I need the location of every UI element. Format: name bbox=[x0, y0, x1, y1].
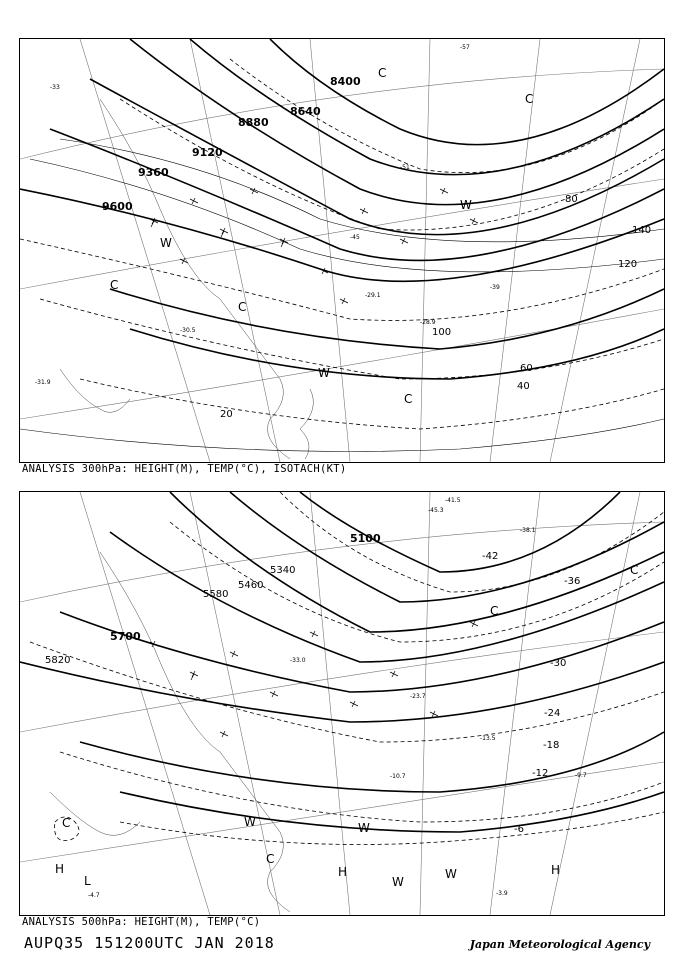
center-marker: H bbox=[551, 863, 561, 877]
center-marker: C bbox=[266, 852, 275, 866]
caption-300hpa: ANALYSIS 300hPa: HEIGHT(M), TEMP(°C), ISOTACH(KT) bbox=[22, 463, 347, 475]
height-label-5340: 5340 bbox=[270, 565, 296, 576]
center-marker: C bbox=[110, 278, 119, 292]
isotach-label-40: 40 bbox=[517, 381, 530, 392]
temp-contours bbox=[30, 492, 664, 845]
temp-label-2: -51 bbox=[400, 164, 410, 171]
center-marker: L bbox=[84, 874, 91, 888]
chart-code: AUPQ35 151200UTC JAN 2018 bbox=[24, 934, 275, 952]
temp-label-3: -45 bbox=[350, 234, 360, 241]
center-marker: W bbox=[358, 821, 370, 835]
graticule bbox=[20, 39, 664, 462]
center-marker: C bbox=[378, 66, 387, 80]
obs-value: -33.0 bbox=[290, 657, 306, 664]
center-marker: W bbox=[445, 867, 457, 881]
temp-label-minus36: -36 bbox=[564, 576, 581, 587]
temp-label-minus42: -42 bbox=[482, 551, 499, 562]
map-300hpa-canvas bbox=[20, 39, 664, 462]
temp-label-9: -31.9 bbox=[35, 379, 51, 386]
center-marker: W bbox=[318, 366, 330, 380]
height-label-9120: 9120 bbox=[192, 146, 223, 159]
height-label-8400: 8400 bbox=[330, 75, 361, 88]
coastline bbox=[60, 99, 313, 459]
obs-value: -45.3 bbox=[428, 507, 444, 514]
isotach-label-20: 20 bbox=[220, 409, 233, 420]
temp-label-minus30: -30 bbox=[550, 658, 567, 669]
isotach-label-120: 120 bbox=[618, 259, 638, 270]
center-marker: C bbox=[62, 816, 71, 830]
obs-value: -9.7 bbox=[575, 772, 587, 779]
center-marker: C bbox=[490, 604, 499, 618]
height-label-5580: 5580 bbox=[203, 589, 229, 600]
isotach-label-100: 100 bbox=[432, 327, 452, 338]
isotach-label-60: 60 bbox=[520, 363, 533, 374]
temp-label-minus18: -18 bbox=[543, 740, 560, 751]
map-300hpa bbox=[19, 38, 665, 463]
height-label-8640: 8640 bbox=[290, 105, 321, 118]
center-marker: W bbox=[460, 198, 472, 212]
temp-label-8: -30.5 bbox=[180, 327, 196, 334]
obs-value: -4.7 bbox=[88, 892, 100, 899]
obs-value: -3.9 bbox=[496, 890, 508, 897]
height-label-5100: 5100 bbox=[350, 532, 381, 545]
center-marker: C bbox=[525, 92, 534, 106]
temp-label-4: -39 bbox=[490, 284, 500, 291]
coastline bbox=[50, 552, 290, 912]
caption-500hpa: ANALYSIS 500hPa: HEIGHT(M), TEMP(°C) bbox=[22, 916, 261, 928]
center-marker: C bbox=[238, 300, 247, 314]
center-marker: W bbox=[244, 815, 256, 829]
height-label-9360: 9360 bbox=[138, 166, 169, 179]
obs-value: -23.7 bbox=[410, 693, 426, 700]
center-marker: W bbox=[392, 875, 404, 889]
temp-label-5: -33 bbox=[50, 84, 60, 91]
height-label-5460: 5460 bbox=[238, 580, 264, 591]
obs-value: -13.5 bbox=[480, 735, 496, 742]
obs-value: -10.7 bbox=[390, 773, 406, 780]
wind-barbs bbox=[150, 621, 478, 737]
temp-label-minus24: -24 bbox=[544, 708, 561, 719]
wind-barbs bbox=[150, 188, 478, 304]
center-marker: W bbox=[160, 236, 172, 250]
height-label-5820: 5820 bbox=[45, 655, 71, 666]
map-500hpa bbox=[19, 491, 665, 916]
map-500hpa-canvas bbox=[20, 492, 664, 915]
height-label-8880: 8880 bbox=[238, 116, 269, 129]
center-marker: H bbox=[55, 862, 65, 876]
center-marker: C bbox=[630, 563, 639, 577]
temp-label-minus6: -6 bbox=[514, 824, 524, 835]
temp-label-minus12: -12 bbox=[532, 768, 549, 779]
temp-label-7: -28.9 bbox=[420, 319, 436, 326]
isotach-label-140: 140 bbox=[632, 225, 652, 236]
isotach-label-80: 80 bbox=[565, 194, 578, 205]
height-label-5700: 5700 bbox=[110, 630, 141, 643]
obs-value: -38.1 bbox=[520, 527, 536, 534]
center-marker: H bbox=[338, 865, 348, 879]
obs-value: -41.5 bbox=[445, 497, 461, 504]
height-label-9600: 9600 bbox=[102, 200, 133, 213]
isotachs bbox=[20, 139, 664, 452]
agency-name: Japan Meteorological Agency bbox=[469, 938, 650, 951]
temp-label-1: -57 bbox=[460, 44, 470, 51]
center-marker: C bbox=[404, 392, 413, 406]
height-contours bbox=[20, 492, 664, 832]
temp-label-6: -29.1 bbox=[365, 292, 381, 299]
graticule bbox=[20, 492, 664, 915]
